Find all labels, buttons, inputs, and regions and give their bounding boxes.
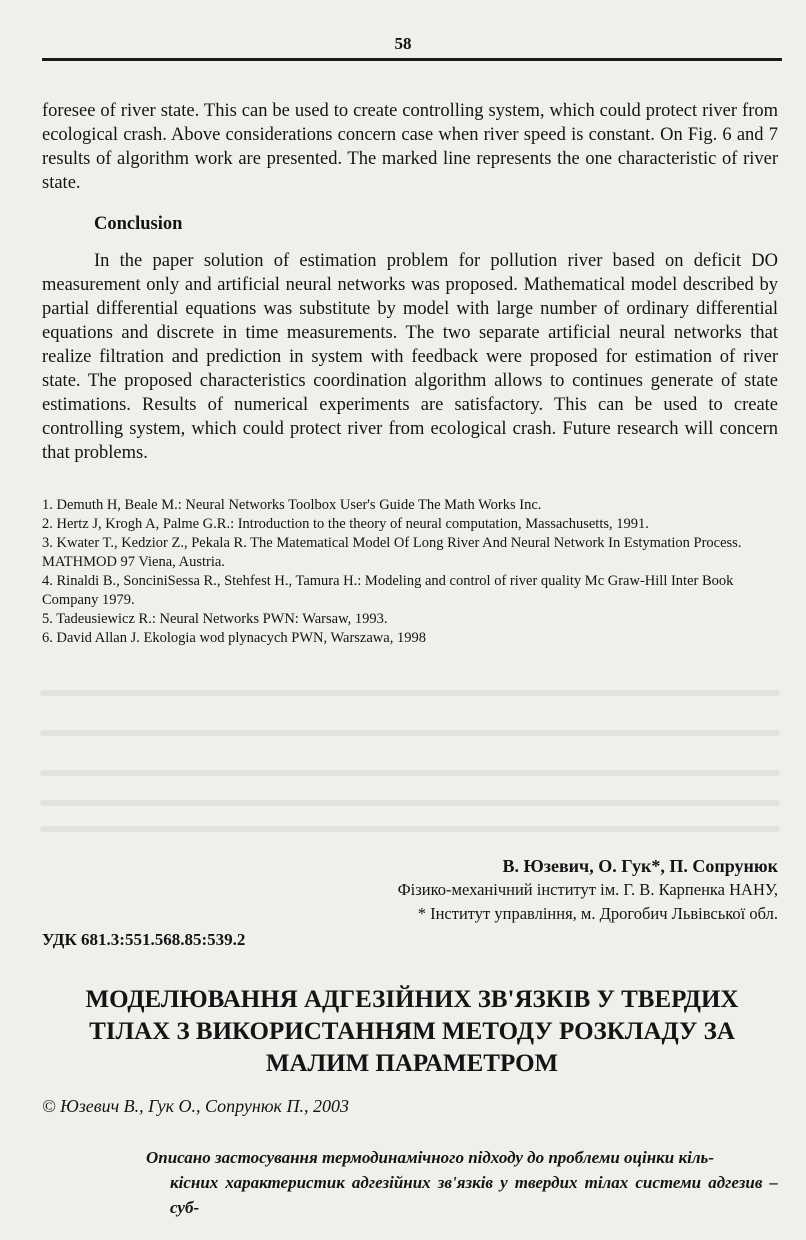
intro-paragraph <box>42 99 778 195</box>
reference-list <box>42 496 782 648</box>
intro-paragraph-text: foresee of river state. This can be used to create controlling system, which could protect river from ecological crash. Above considerations concern case when river speed is constant. On Fig. 6 and 7 results of algorithm work are presented. The marked line represents the one characteristic of river state. <box>42 101 778 193</box>
affiliation-2: * Інститут управління, м. Дрогобич Львівської обл. <box>417 904 778 923</box>
article-title-line: МОДЕЛЮВАННЯ АДГЕЗІЙНИХ ЗВ'ЯЗКІВ У ТВЕРДИХ <box>85 986 739 1013</box>
conclusion-text: In the paper solution of estimation problem for pollution river based on deficit DO measurement only and artificial neural networks was proposed. Mathematical model described by partial differential equations was substitute by model with large number of ordinary differential equations and discrete in time measurements. The two separate artificial neural networks that realize filtration and prediction in system with feedback were proposed for estimation of river state. The proposed characteristics coordination algorithm allows to continues generate of state estimations. Results of numerical experiments are satisfactory. This can be used to create controlling system, which could protect river from ecological crash. Future research will concern that problems. <box>42 251 778 463</box>
reference-item: 6. David Allan J. Ekologia wod plynacych PWN, Warszawa, 1998 <box>42 630 426 646</box>
article-title-line: ТІЛАХ З ВИКОРИСТАННЯМ МЕТОДУ РОЗКЛАДУ ЗА <box>89 1018 735 1045</box>
reference-item: 5. Tadeusiewicz R.: Neural Networks PWN: Warsaw, 1993. <box>42 611 388 627</box>
reference-item: 3. Kwater T., Kedzior Z., Pekala R. The Matematical Model Of Long River And Neural Network In Estymation Process. MATHMOD 97 Viena, Austria. <box>42 535 742 570</box>
article-title-line: МАЛИМ ПАРАМЕТРОМ <box>265 1050 559 1077</box>
article-title <box>42 984 782 1080</box>
affiliation-1: Фізико-механічний інститут ім. Г. В. Карпенка НАНУ, <box>397 880 778 899</box>
abstract <box>42 1145 778 1220</box>
reference-item: 1. Demuth H, Beale M.: Neural Networks Toolbox User's Guide The Math Works Inc. <box>42 497 542 513</box>
abstract-line: кісних характеристик адгезійних зв'язків у твердих тілах системи адгезив – суб- <box>170 1173 778 1217</box>
copyright-line: © Юзевич В., Гук О., Сопрунюк П., 2003 <box>42 1096 349 1116</box>
conclusion-paragraph <box>42 249 778 465</box>
authors-names: В. Юзевич, О. Гук*, П. Сопрунюк <box>502 856 778 876</box>
reference-item: 4. Rinaldi B., SonciniSessa R., Stehfest H., Tamura H.: Modeling and control of river quality Mc Graw-Hill Inter Book Company 1979. <box>42 573 734 608</box>
abstract-line: Описано застосування термодинамічного підходу до проблеми оцінки кіль- <box>146 1148 714 1167</box>
conclusion-heading: Conclusion <box>94 214 183 234</box>
page-number: 58 <box>394 34 412 53</box>
header-rule <box>42 58 782 61</box>
authors-block <box>398 854 778 926</box>
reference-item: 2. Hertz J, Krogh A, Palme G.R.: Introduction to the theory of neural computation, Massachusetts, 1991. <box>42 516 649 532</box>
udc-code: УДК 681.3:551.568.85:539.2 <box>42 930 246 949</box>
